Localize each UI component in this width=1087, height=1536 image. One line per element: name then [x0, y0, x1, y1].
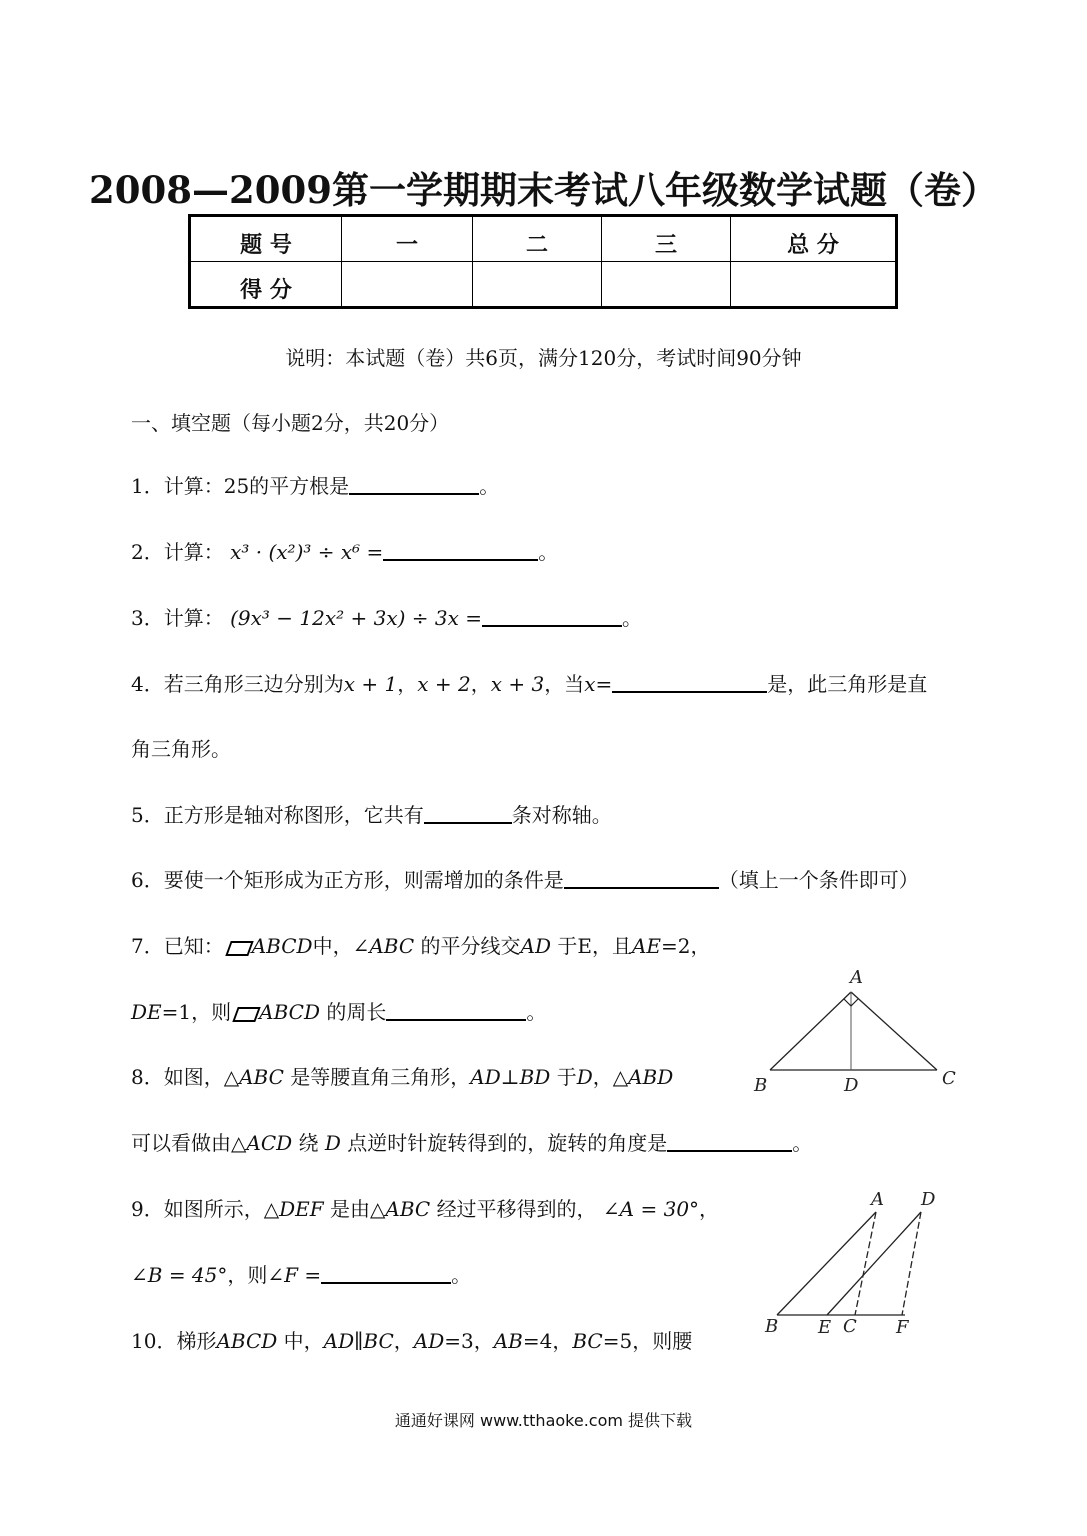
q6-end: （填上一个条件即可） — [718, 868, 919, 892]
fig2-line-df — [902, 1212, 921, 1315]
q4-side-1: x + 1 — [343, 672, 398, 696]
q7-de: DE — [131, 1000, 162, 1024]
question-9 — [131, 1193, 719, 1222]
fig1-label-a: A — [850, 967, 863, 988]
score-header-cell: 题 号 — [190, 216, 342, 262]
question-4-cont: 角三角形。 — [131, 737, 231, 761]
q8-text: 可以看做由 — [131, 1131, 231, 1155]
q9-text: 经过平移得到的， — [436, 1197, 597, 1221]
score-cell — [731, 262, 897, 308]
question-1 — [131, 470, 499, 499]
score-header-cell: 一 — [342, 216, 473, 262]
fig2-label-d: D — [921, 1189, 936, 1210]
question-6 — [131, 864, 919, 893]
q3-text: 3．计算： — [131, 606, 224, 630]
answer-blank — [667, 1130, 792, 1152]
q10-text: =3， — [444, 1329, 494, 1353]
q8-acd: △ACD — [231, 1131, 293, 1155]
q4-var: x — [584, 672, 596, 696]
answer-blank — [386, 999, 526, 1021]
score-table-header-row — [190, 216, 897, 262]
fig1-label-c: C — [942, 1068, 956, 1089]
question-7-cont — [131, 996, 546, 1025]
q8-text: 8．如图， — [131, 1065, 224, 1089]
fig2-line-ac — [855, 1212, 876, 1315]
q9-text: 9．如图所示， — [131, 1197, 264, 1221]
q7-text: 的周长 — [326, 1000, 387, 1024]
q4-text: 是，此三角形是直 — [767, 672, 928, 696]
fig1-label-b: B — [754, 1075, 768, 1096]
question-2 — [131, 536, 558, 565]
q10-ad: AD — [413, 1329, 445, 1353]
fig2-label-b: B — [765, 1316, 779, 1337]
q8-d: D — [324, 1131, 341, 1155]
score-cell — [473, 262, 602, 308]
q7-text: 于E，且 — [557, 934, 632, 958]
figure-translation — [755, 1180, 970, 1350]
q9-angle-a: ∠A = 30° — [602, 1197, 700, 1221]
q10-bc: BC — [572, 1329, 603, 1353]
q7-abcd: ABCD — [251, 934, 313, 958]
q8-text: ， — [592, 1065, 613, 1089]
score-cell — [602, 262, 731, 308]
parallelogram-icon — [225, 941, 251, 954]
score-row-label: 得 分 — [190, 262, 342, 308]
q4-text: ，当 — [544, 672, 585, 696]
question-3 — [131, 602, 642, 631]
score-header-cell: 三 — [602, 216, 731, 262]
q10-parallel: AD∥BC — [323, 1329, 394, 1353]
fig2-line-de — [827, 1212, 921, 1315]
q7-text: 中， — [312, 934, 353, 958]
q8-d: D — [576, 1065, 593, 1089]
q9-angle-b: ∠B = 45° — [131, 1263, 228, 1287]
q10-abcd: ABCD — [216, 1329, 278, 1353]
q3-expression: (9x³ − 12x² + 3x) ÷ 3x = — [230, 606, 483, 630]
question-5 — [131, 799, 612, 828]
q4-side-3: x + 3 — [490, 672, 545, 696]
q6-text: 6．要使一个矩形成为正方形，则需增加的条件是 — [131, 868, 564, 892]
q10-text: =5，则腰 — [602, 1329, 693, 1353]
q10-text: ， — [393, 1329, 414, 1353]
question-4: 4．若三角形三边分别为x + 1，x + 2，x + 3，当x= 是，此三角形是直 — [131, 672, 928, 696]
q7-abcd: ABCD — [259, 1000, 320, 1024]
page-footer: 通通好课网 www.tthaoke.com 提供下载 — [394, 1411, 693, 1430]
fig2-label-e: E — [818, 1317, 832, 1338]
question-8 — [131, 1061, 673, 1090]
exam-note: 说明：本试题（卷）共6页，满分120分，考试时间90分钟 — [285, 346, 802, 370]
q8-text: 点逆时针旋转得到的，旋转的角度是 — [347, 1131, 668, 1155]
section-heading: 一、填空题（每小题2分，共20分） — [131, 411, 450, 435]
fig2-label-f: F — [896, 1317, 909, 1338]
q8-abc: △ABC — [223, 1065, 284, 1089]
q7-end: 。 — [526, 1000, 547, 1024]
fig1-line-ac — [851, 992, 937, 1070]
fig2-line-ab — [777, 1212, 876, 1315]
q1-end: 。 — [479, 474, 500, 498]
score-header-cell: 二 — [473, 216, 602, 262]
q8-text: 是等腰直角三角形， — [290, 1065, 471, 1089]
q9-text: ， — [699, 1197, 720, 1221]
fig1-line-ab — [770, 992, 851, 1070]
q9-text: 是由 — [330, 1197, 370, 1221]
question-8-cont — [131, 1127, 812, 1156]
question-9-cont — [131, 1259, 471, 1288]
q9-abc: △ABC — [370, 1197, 431, 1221]
q9-angle-f: ∠F = — [267, 1263, 322, 1287]
answer-blank — [321, 1262, 451, 1284]
q10-text: =4， — [522, 1329, 573, 1353]
q9-end: 。 — [451, 1263, 472, 1287]
score-cell — [342, 262, 473, 308]
q1-text: 1．计算：25的平方根是 — [131, 474, 350, 498]
answer-blank — [564, 867, 719, 889]
answer-blank — [424, 802, 512, 824]
fig1-label-d: D — [844, 1075, 859, 1096]
fig2-label-a: A — [871, 1189, 884, 1210]
exam-title: 2008—2009第一学期期末考试八年级数学试题（卷） — [89, 168, 998, 212]
question-7 — [131, 930, 711, 959]
q5-end: 条对称轴。 — [511, 803, 612, 827]
q7-text: 的平分线交 — [420, 934, 521, 958]
answer-blank — [612, 671, 767, 693]
q8-perp: AD⊥BD — [470, 1065, 551, 1089]
q4-text: 4．若三角形三边分别为 — [131, 672, 344, 696]
parallelogram-icon — [232, 1007, 258, 1020]
q8-abd: △ABD — [612, 1065, 674, 1089]
q2-text: 2．计算： — [131, 540, 224, 564]
q7-text: =2， — [661, 934, 711, 958]
q7-ad: AD — [520, 934, 552, 958]
q7-text: =1，则 — [161, 1000, 232, 1024]
score-table — [188, 214, 898, 309]
q3-end: 。 — [622, 606, 643, 630]
figure-right-triangle — [745, 960, 970, 1100]
q10-text: 10．梯形 — [131, 1329, 217, 1353]
q7-text: 7．已知： — [131, 934, 224, 958]
q2-end: 。 — [538, 540, 559, 564]
answer-blank — [482, 605, 622, 627]
score-header-cell: 总 分 — [731, 216, 897, 262]
q8-text: 绕 — [298, 1131, 319, 1155]
q10-text: 中， — [283, 1329, 324, 1353]
question-10 — [131, 1325, 692, 1354]
answer-blank — [349, 473, 479, 495]
q2-expression: x³ · (x²)³ ÷ x⁶ = — [230, 540, 384, 564]
q9-def: △DEF — [263, 1197, 324, 1221]
q4-side-2: x + 2 — [417, 672, 471, 696]
q7-ae: AE — [631, 934, 662, 958]
score-table-score-row — [190, 262, 897, 308]
q10-ab: AB — [493, 1329, 523, 1353]
answer-blank — [383, 539, 538, 561]
q8-end: 。 — [792, 1131, 813, 1155]
fig2-label-c: C — [843, 1316, 857, 1337]
q5-text: 5．正方形是轴对称图形，它共有 — [131, 803, 424, 827]
q9-text: ，则 — [227, 1263, 268, 1287]
q8-text: 于 — [556, 1065, 577, 1089]
q7-angle: ∠ABC — [352, 934, 415, 958]
q4-eq: = — [595, 672, 613, 696]
